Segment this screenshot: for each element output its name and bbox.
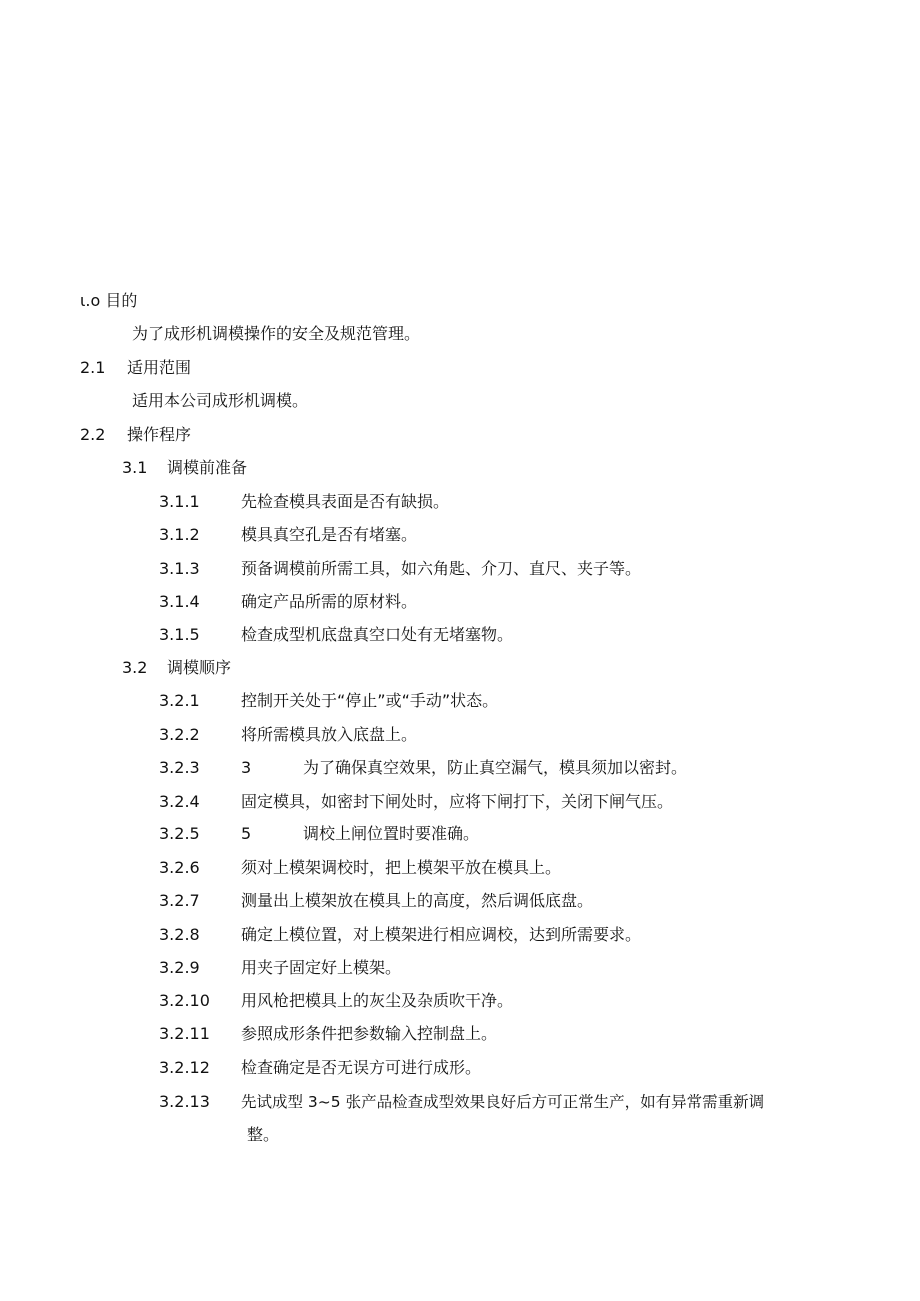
section-scope-body: 适用本公司成形机调模。 [132, 391, 309, 410]
item-number: 3.1.1 [159, 492, 200, 511]
item-number: 3.2.4 [159, 792, 200, 811]
item-text: 先试成型 3~5 张产品检查成型效果良好后方可正常生产，如有异常需重新调 [241, 1093, 765, 1111]
item-text: 参照成形条件把参数输入控制盘上。 [241, 1024, 498, 1043]
item-text-continuation: 整。 [247, 1125, 280, 1144]
item-number: 3.2.12 [159, 1058, 210, 1077]
item-text: 确定产品所需的原材料。 [241, 592, 418, 611]
item-number: 3.2.9 [159, 958, 200, 977]
section-number: ι.o [80, 291, 101, 310]
item-text: 须对上模架调校时，把上模架平放在模具上。 [241, 858, 562, 877]
item-number: 3.2.11 [159, 1024, 210, 1043]
item-number: 3.2.10 [159, 991, 210, 1010]
item-number: 3.1.2 [159, 525, 200, 544]
item-text: 确定上模位置，对上模架进行相应调校，达到所需要求。 [241, 925, 642, 944]
subsection-title: 调模顺序 [167, 658, 232, 677]
subsection-title: 调模前准备 [167, 458, 248, 477]
item-text: 先检查模具表面是否有缺损。 [241, 492, 450, 511]
section-title: 目的 [105, 291, 138, 310]
item-text: 模具真空孔是否有堵塞。 [241, 525, 418, 544]
section-purpose-heading [80, 290, 137, 312]
item-number: 3.2.2 [159, 725, 200, 744]
item-text [241, 757, 687, 779]
item-number: 3.2.1 [159, 691, 200, 710]
item-inner-number: 3 [241, 758, 252, 777]
item-text: 用夹子固定好上模架。 [241, 958, 402, 977]
item-text: 用风枪把模具上的灰尘及杂质吹干净。 [241, 991, 514, 1010]
item-number: 3.2.7 [159, 891, 200, 910]
item-number: 3.2.13 [159, 1092, 210, 1111]
section-number: 2.1 [80, 358, 106, 377]
item-number: 3.1.4 [159, 592, 200, 611]
item-text: 将所需模具放入底盘上。 [241, 725, 418, 744]
item-text: 固定模具，如密封下闸处时，应将下闸打下，关闭下闸气压。 [241, 792, 674, 811]
item-text: 检查成型机底盘真空口处有无堵塞物。 [241, 625, 514, 644]
item-number: 3.2.3 [159, 758, 200, 777]
section-number: 2.2 [80, 425, 106, 444]
item-number: 3.1.3 [159, 559, 200, 578]
section-title: 操作程序 [127, 425, 192, 444]
item-text: 预备调模前所需工具，如六角匙、介刀、直尺、夹子等。 [241, 559, 642, 578]
section-purpose-body: 为了成形机调模操作的安全及规范管理。 [132, 324, 421, 343]
item-text [241, 823, 479, 845]
item-text-body: 调校上闸位置时要准确。 [303, 824, 480, 843]
section-title: 适用范围 [127, 358, 192, 377]
item-number: 3.2.8 [159, 925, 200, 944]
item-text: 控制开关处于“停止”或“手动”状态。 [241, 691, 499, 710]
subsection-number: 3.1 [122, 458, 148, 477]
item-number: 3.2.6 [159, 858, 200, 877]
item-number: 3.1.5 [159, 625, 200, 644]
subsection-number: 3.2 [122, 658, 148, 677]
item-inner-number: 5 [241, 824, 252, 843]
item-number: 3.2.5 [159, 824, 200, 843]
item-text-body: 为了确保真空效果，防止真空漏气，模具须加以密封。 [303, 758, 688, 777]
item-text: 检查确定是否无误方可进行成形。 [241, 1058, 482, 1077]
item-text: 测量出上模架放在模具上的高度，然后调低底盘。 [241, 891, 594, 910]
